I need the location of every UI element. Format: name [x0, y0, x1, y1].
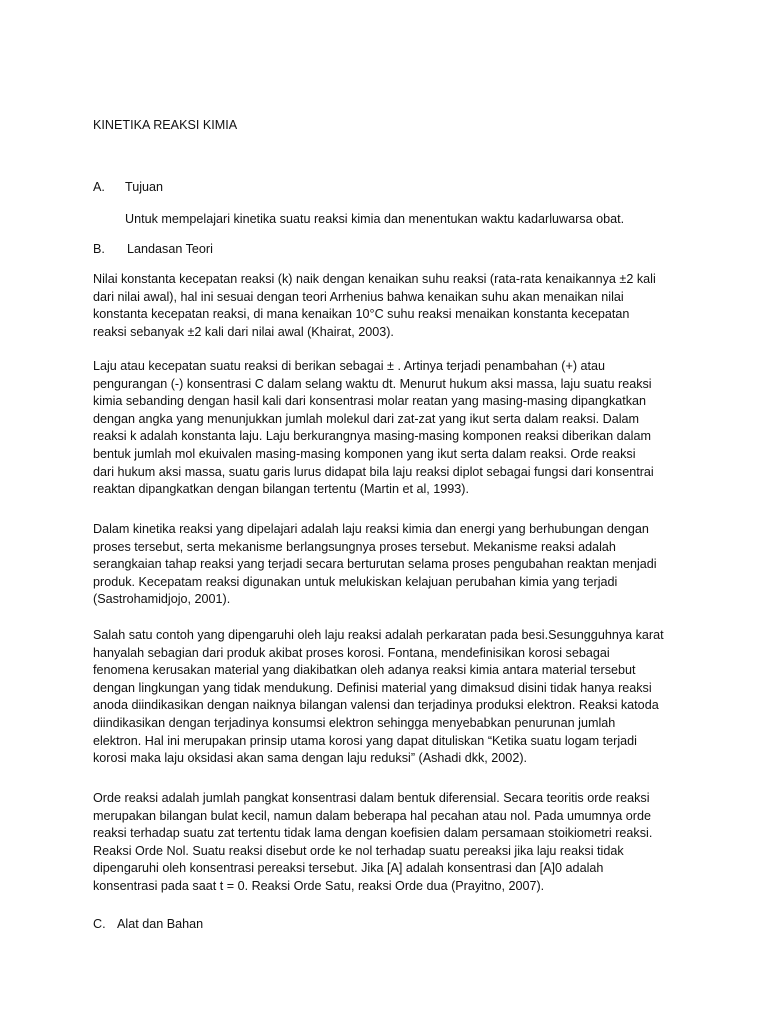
- section-a-heading: [93, 180, 163, 194]
- paragraph-5: [93, 790, 693, 896]
- tujuan-paragraph: [125, 212, 624, 226]
- paragraph-line: fenomena kerusakan material yang diakibatkan oleh adanya reaksi kimia antara material tersebut: [93, 663, 636, 678]
- paragraph-line: merupakan bilangan bulat kecil, namun dalam beberapa hal pecahan atau nol. Pada umumnya orde: [93, 808, 651, 823]
- section-label: Tujuan: [125, 180, 164, 194]
- document-title: [93, 118, 237, 132]
- paragraph-line: Orde reaksi adalah jumlah pangkat konsentrasi dalam bentuk diferensial. Secara teoritis orde reaksi: [93, 791, 650, 805]
- paragraph-line: konsentrasi pada saat t = 0. Reaksi Orde Satu, reaksi Orde dua (Prayitno, 2007).: [93, 878, 545, 893]
- paragraph-line: proses tersebut, serta mekanisme berlangsungnya proses tersebut. Mekanisme reaksi adalah: [93, 539, 616, 554]
- paragraph-line: dari nilai awal), hal ini sesuai dengan teori Arrhenius bahwa kenaikan suhu akan menaikan nilai: [93, 289, 624, 304]
- paragraph-line: Salah satu contoh yang dipengaruhi oleh laju reaksi adalah perkaratan pada besi.Sesungguhnya karat: [93, 628, 664, 642]
- paragraph-line: dengan lingkungan yang tidak mendukung. Definisi material yang dimaksud disini tidak hanya reaksi: [93, 680, 652, 695]
- paragraph-3: [93, 521, 693, 609]
- title-text: KINETIKA REAKSI KIMIA: [93, 118, 238, 132]
- paragraph-line: Reaksi Orde Nol. Suatu reaksi disebut orde ke nol terhadap suatu pereaksi jika laju reaksi tidak: [93, 843, 624, 858]
- paragraph-line: produk. Kecepatam reaksi digunakan untuk melukiskan kelajuan perubahan kimia yang terjadi: [93, 574, 618, 589]
- paragraph-line: (Sastrohamidjojo, 2001).: [93, 592, 231, 607]
- paragraph-line: pengurangan (-) konsentrasi C dalam selang waktu dt. Menurut hukum aksi massa, laju suatu reaksi: [93, 376, 652, 391]
- section-c-heading: [93, 917, 203, 931]
- paragraph-line: dipengaruhi oleh konsentrasi pereaksi tersebut. Jika [A] adalah konsentrasi dan [A]0 adalah: [93, 861, 604, 876]
- section-b-heading: [93, 242, 213, 256]
- paragraph-line: kimia sebanding dengan hasil kali dari konsentrasi molar reatan yang masing-masing dipangkatkan: [93, 394, 647, 409]
- paragraph-line: reaksi k adalah konstanta laju. Laju berkurangnya masing-masing komponen reaksi diberikan dalam: [93, 429, 651, 444]
- paragraph-1: [93, 271, 693, 341]
- paragraph-line: diindikasikan dengan terjadinya konsumsi elektron sehingga menyebabkan penurunan jumlah: [93, 715, 616, 730]
- paragraph-line: dengan angka yang menunjukkan jumlah molekul dari zat-zat yang ikut serta dalam reaksi. Dalam: [93, 411, 640, 426]
- paragraph-line: hanyalah sebagian dari produk akibat proses korosi. Fontana, mendefinisikan korosi sebagai: [93, 645, 610, 660]
- section-label: Alat dan Bahan: [117, 917, 204, 931]
- paragraph-line: reaksi sebanyak ±2 kali dari nilai awal (Khairat, 2003).: [93, 324, 394, 339]
- section-label: Landasan Teori: [127, 242, 213, 256]
- paragraph-line: reaksi terhadap suatu zat tertentu tidak lama dengan koefisien dalam persamaan stoikiometri reaksi.: [93, 826, 653, 841]
- paragraph-line: dari hukum aksi massa, suatu garis lurus didapat bila laju reaksi diplot sebagai fungsi dari konsentrai: [93, 464, 654, 479]
- paragraph-line: anoda diindikasikan dengan naiknya bilangan valensi dan terjadinya produksi elektron. Reaksi katoda: [93, 698, 659, 713]
- paragraph-line: korosi maka laju oksidasi akan sama dengan laju reduksi” (Ashadi dkk, 2002).: [93, 751, 528, 766]
- paragraph-line: konstanta kecepatan reaksi, di mana kenaikan 10°C suhu reaksi menaikan konstanta kecepatan: [93, 307, 630, 322]
- paragraph-line: serangkaian tahap reaksi yang terjadi secara berturutan selama proses pengubahan reaktan menjadi: [93, 557, 657, 572]
- paragraph-line: Dalam kinetika reaksi yang dipelajari adalah laju reaksi kimia dan energi yang berhubungan dengan: [93, 522, 649, 536]
- section-number: B.: [93, 242, 105, 256]
- paragraph-line: Laju atau kecepatan suatu reaksi di berikan sebagai ± . Artinya terjadi penambahan (+) atau: [93, 359, 606, 373]
- section-number: C.: [93, 917, 106, 931]
- paragraph-line: Untuk mempelajari kinetika suatu reaksi kimia dan menentukan waktu kadarluwarsa obat.: [125, 212, 625, 226]
- paragraph-line: bentuk jumlah mol ekuivalen masing-masing komponen yang ikut serta dalam reaksi. Orde reaksi: [93, 446, 636, 461]
- paragraph-line: elektron. Hal ini merupakan prinsip utama korosi yang dapat dituliskan “Ketika suatu logam terjadi: [93, 733, 637, 748]
- paragraph-line: reaktan dipangkatkan dengan bilangan tertentu (Martin et al, 1993).: [93, 482, 469, 497]
- paragraph-4: [93, 627, 693, 768]
- section-number: A.: [93, 180, 105, 194]
- paragraph-2: [93, 358, 693, 499]
- paragraph-line: Nilai konstanta kecepatan reaksi (k) naik dengan kenaikan suhu reaksi (rata-rata kenaikannya ±2 kali: [93, 272, 656, 286]
